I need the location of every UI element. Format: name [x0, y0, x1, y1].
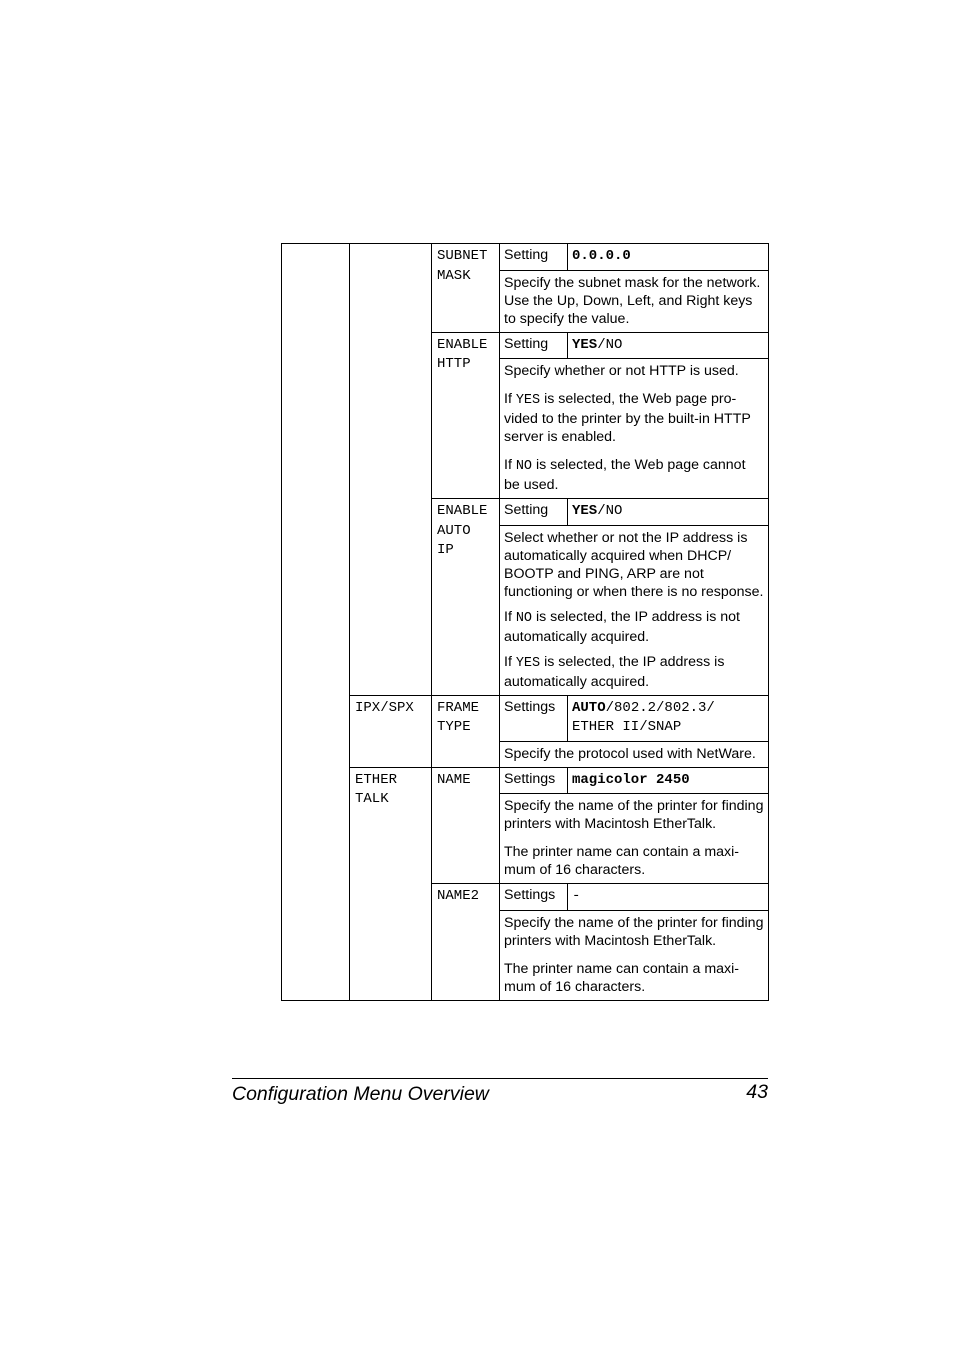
- setting-value: [568, 499, 769, 526]
- footer-divider: [232, 1078, 768, 1079]
- item-enable-auto-ip: ENABLE AUTO IP: [432, 499, 500, 696]
- value-separator: /: [597, 336, 606, 353]
- text-fragment: is selected, the Web page pro-vided to the printer by the built-in HTTP server is enabled.: [504, 391, 751, 445]
- default-value: YES: [572, 503, 598, 519]
- setting-label: Setting: [500, 499, 568, 526]
- item-subnet-mask: SUBNET MASK: [432, 244, 500, 333]
- description-cell: [500, 741, 769, 767]
- item-enable-http: ENABLE HTTP: [432, 332, 500, 499]
- other-value: NO: [605, 503, 623, 519]
- setting-label: Settings: [500, 767, 568, 794]
- item-frame-type: FRAME TYPE: [432, 695, 500, 767]
- description-cell: [500, 525, 769, 695]
- description-text: [504, 653, 764, 691]
- row-frame-type-setting: [282, 695, 769, 741]
- item-name: NAME: [432, 767, 500, 884]
- group-ipx-spx: IPX/SPX: [350, 695, 432, 767]
- description-text: [504, 608, 764, 646]
- row-subnet-mask-setting: [282, 244, 769, 271]
- item-name2: NAME2: [432, 884, 500, 1001]
- row-name-setting: [282, 767, 769, 794]
- setting-value: [568, 695, 769, 741]
- description-text: [504, 390, 764, 446]
- description-cell: [500, 794, 769, 884]
- description-text: Specify the subnet mask for the network. Use the Up, Down, Left, and Right keys to specify the value.: [504, 274, 761, 327]
- other-values: /802.2/802.3/ ETHER II/SNAP: [572, 699, 715, 735]
- description-cell: [500, 270, 769, 332]
- text-fragment: is selected, the IP address is not automatically acquired.: [504, 608, 740, 645]
- menu-level1-cell: [282, 244, 350, 1001]
- description-text: Specify the name of the printer for finding printers with Macintosh EtherTalk.: [504, 914, 764, 949]
- setting-label: Settings: [500, 884, 568, 911]
- setting-value: magicolor 2450: [568, 767, 769, 794]
- inline-code: YES: [515, 655, 541, 671]
- setting-label: Setting: [500, 244, 568, 271]
- text-fragment: If: [504, 391, 516, 407]
- description-text: The printer name can contain a maxi-mum of 16 characters.: [504, 960, 739, 995]
- text-fragment: If: [504, 457, 516, 473]
- value-separator: /: [597, 503, 606, 519]
- inline-code: NO: [515, 459, 533, 474]
- setting-value: -: [568, 884, 769, 911]
- description-cell: [500, 359, 769, 499]
- page-number: 43: [746, 1081, 768, 1103]
- config-menu-table: [281, 243, 769, 1001]
- setting-value: [568, 332, 769, 359]
- setting-value: 0.0.0.0: [568, 244, 769, 271]
- group-ether-talk: ETHER TALK: [350, 767, 432, 1000]
- inline-code: YES: [515, 393, 541, 408]
- description-cell: [500, 910, 769, 1000]
- text-fragment: If: [504, 653, 516, 670]
- text-fragment: is selected, the Web page cannot be used.: [504, 457, 746, 493]
- description-text: Select whether or not the IP address is automatically acquired when DHCP/ BOOTP and PING, ARP are not functioning or when there is no response.: [504, 529, 764, 600]
- description-text: Specify whether or not HTTP is used.: [504, 363, 739, 379]
- menu-level2-cell: [350, 244, 432, 696]
- text-fragment: is selected, the IP address is automatically acquired.: [504, 653, 725, 690]
- default-value: AUTO: [572, 699, 606, 716]
- text-fragment: If: [504, 608, 516, 625]
- description-text: The printer name can contain a maxi-mum of 16 characters.: [504, 844, 739, 878]
- setting-label: Settings: [500, 695, 568, 741]
- setting-label: Setting: [500, 332, 568, 359]
- default-value: YES: [572, 336, 598, 353]
- description-text: [504, 456, 764, 494]
- other-value: NO: [605, 336, 623, 353]
- inline-code: NO: [515, 610, 533, 626]
- description-text: Specify the name of the printer for finding printers with Macintosh EtherTalk.: [504, 798, 764, 832]
- footer-title: Configuration Menu Overview: [232, 1083, 489, 1105]
- description-text: Specify the protocol used with NetWare.: [504, 745, 756, 762]
